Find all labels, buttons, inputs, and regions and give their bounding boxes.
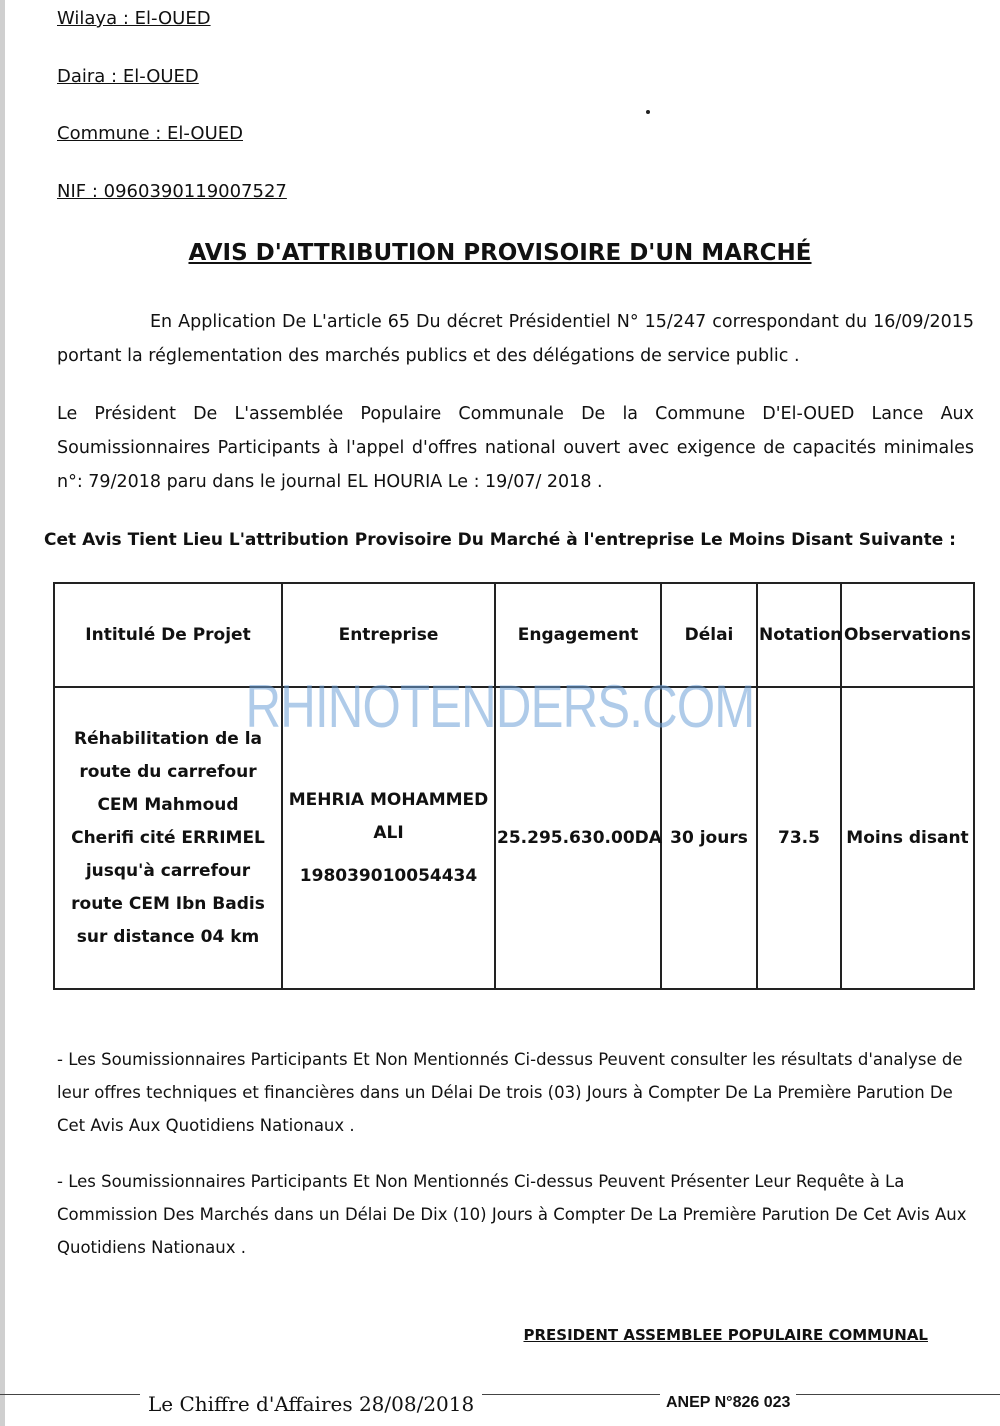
- footer-anep-number: ANEP N°826 023: [660, 1394, 796, 1412]
- header-commune: Commune : El-OUED: [57, 123, 243, 144]
- note-consult-results: - Les Soumissionnaires Participants Et Non Mentionnés Ci-dessus Peuvent consulter les résultats d'analyse de leur offres techniques et financières dans un Délai De trois (03) Jours à Compter De La Première Parution De Cet Avis Aux Quotidiens Nationaux .: [57, 1050, 963, 1135]
- watermark: RHINOTENDERS.COM: [245, 673, 755, 740]
- entreprise-name: MEHRIA MOHAMMED ALI: [288, 789, 489, 843]
- footer-publication: Le Chiffre d'Affaires 28/08/2018: [140, 1392, 482, 1416]
- col-header-projet: Intitulé De Projet: [54, 583, 282, 687]
- cell-delai: 30 jours: [661, 687, 757, 989]
- award-lead-text: Cet Avis Tient Lieu L'attribution Provisoire Du Marché à l'entreprise Le Moins Disant Suivante :: [44, 530, 956, 550]
- col-header-engagement: Engagement: [495, 583, 661, 687]
- cell-observations: Moins disant: [841, 687, 974, 989]
- header-wilaya: Wilaya : El-OUED: [57, 8, 211, 29]
- header-nif: NIF : 0960390119007527: [57, 181, 287, 202]
- paragraph-legal-basis: En Application De L'article 65 Du décret Présidentiel N° 15/247 correspondant du 16/09/2015 portant la réglementation des marchés publics et des délégations de service public .: [57, 312, 974, 366]
- notice-title: AVIS D'ATTRIBUTION PROVISOIRE D'UN MARCHÉ: [188, 240, 812, 266]
- scan-speck: [646, 110, 650, 114]
- col-header-notation: Notation: [757, 583, 841, 687]
- header-daira: Daira : El-OUED: [57, 66, 199, 87]
- cell-engagement: 25.295.630.00DA: [495, 687, 661, 989]
- col-header-entreprise: Entreprise: [282, 583, 495, 687]
- cell-notation: 73.5: [757, 687, 841, 989]
- paragraph-tender-reference: Le Président De L'assemblée Populaire Communale De la Commune D'El-OUED Lance Aux Soumissionnaires Participants à l'appel d'offres national ouvert avec exigence de capacités minimales n°: 79/2018 paru dans le journal EL HOURIA Le : 19/07/ 2018 .: [57, 404, 974, 492]
- col-header-observations: Observations: [841, 583, 974, 687]
- award-table: [53, 582, 975, 990]
- entreprise-nif: 198039010054434: [299, 865, 478, 886]
- note-appeal: - Les Soumissionnaires Participants Et Non Mentionnés Ci-dessus Peuvent Présenter Leur Requête à La Commission Des Marchés dans un Délai De Dix (10) Jours à Compter De La Première Parution De Cet Avis Aux Quotidiens Nationaux .: [57, 1172, 967, 1257]
- signature-line: PRESIDENT ASSEMBLEE POPULAIRE COMMUNAL: [523, 1326, 928, 1344]
- col-header-delai: Délai: [661, 583, 757, 687]
- cell-projet: Réhabilitation de la route du carrefour CEM Mahmoud Cherifi cité ERRIMEL jusqu'à carrefour route CEM Ibn Badis sur distance 04 km: [54, 687, 282, 989]
- page-left-edge: [0, 0, 5, 1426]
